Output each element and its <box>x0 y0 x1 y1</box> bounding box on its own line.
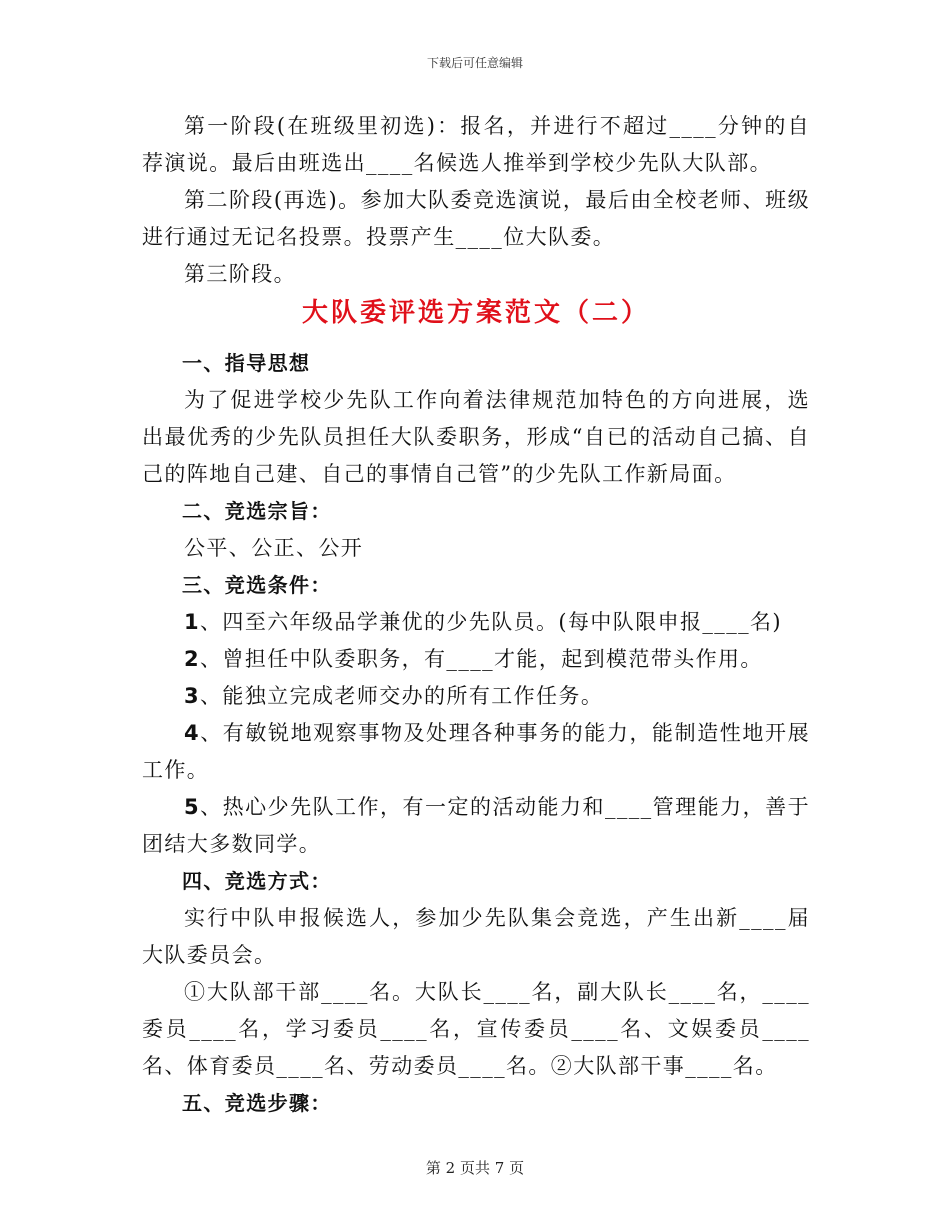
section-heading-method: 四、竞选方式： <box>182 869 332 893</box>
condition-item-1 <box>142 604 810 641</box>
section-heading-steps: 五、竞选步骤： <box>182 1091 332 1115</box>
condition-item-4 <box>142 715 810 789</box>
condition-item-5 <box>142 789 810 863</box>
page-footer: 第 2 页共 7 页 <box>425 1159 525 1177</box>
condition-text: 、有敏锐地观察事物及处理各种事务的能力，能制造性地开展工作。 <box>142 721 810 782</box>
condition-number: 5 <box>184 795 201 819</box>
page-header: 下载后可任意编辑 <box>426 56 523 70</box>
condition-text: 、四至六年级品学兼优的少先队员。(每中队限申报____名) <box>200 610 782 634</box>
document-title: 大队委评选方案范文（二） <box>301 298 650 328</box>
condition-number: 4 <box>184 721 201 745</box>
section-heading-purpose: 二、竞选宗旨： <box>182 499 332 523</box>
condition-number: 2 <box>184 647 201 671</box>
section-body-purpose: 公平、公正、公开 <box>184 536 364 560</box>
paragraph-stage-2: 第二阶段(再选)。参加大队委竞选演说，最后由全校老师、班级进行通过无记名投票。投票产生____位大队委。 <box>142 188 810 249</box>
section-heading-guiding-idea: 一、指导思想 <box>182 351 311 375</box>
paragraph-stage-1: 第一阶段(在班级里初选)：报名，并进行不超过____分钟的自荐演说。最后由班选出____名候选人推举到学校少先队大队部。 <box>142 114 810 175</box>
condition-number: 3 <box>184 684 201 708</box>
section-body-guiding-idea: 为了促进学校少先队工作向着法律规范加特色的方向进展，选出最优秀的少先队员担任大队委职务，形成“自已的活动自己搞、自己的阵地自己建、自己的事情自己管”的少先队工作新局面。 <box>142 388 810 486</box>
section-heading-conditions: 三、竞选条件： <box>182 573 332 597</box>
condition-text: 、能独立完成老师交办的所有工作任务。 <box>200 684 604 708</box>
condition-item-3 <box>142 678 810 715</box>
document-body <box>142 108 810 1122</box>
condition-text: 、曾担任中队委职务，有____才能，起到模范带头作用。 <box>200 647 763 671</box>
paragraph-stage-3: 第三阶段。 <box>184 262 296 286</box>
condition-number: 1 <box>184 610 201 634</box>
condition-item-2 <box>142 641 810 678</box>
section-body-method-1: 实行中队申报候选人，参加少先队集会竞选，产生出新____届大队委员会。 <box>142 906 810 967</box>
section-body-method-2: ①大队部干部____名。大队长____名，副大队长____名，____委员____名，学习委员____名，宣传委员____名、文娱委员____名、体育委员____名、劳动委员____名。②大队部干事____名。 <box>142 980 810 1078</box>
condition-text: 、热心少先队工作，有一定的活动能力和____管理能力，善于团结大多数同学。 <box>142 795 810 856</box>
